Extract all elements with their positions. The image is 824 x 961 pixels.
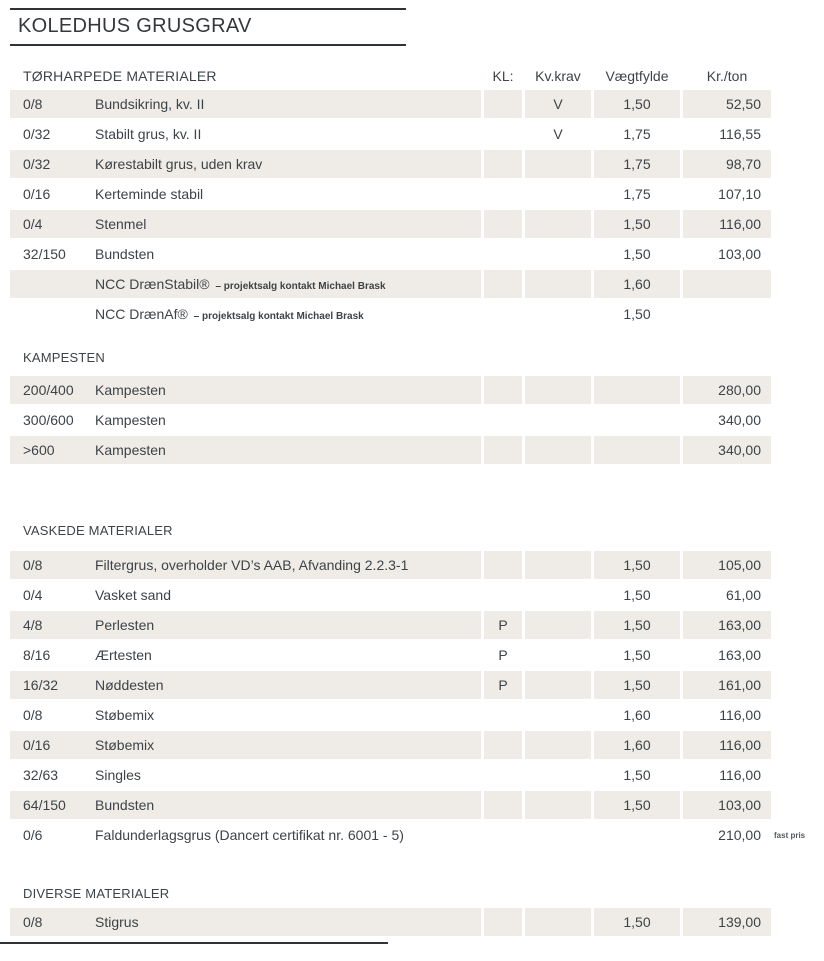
row-vaegtfylde-value: 1,75	[623, 126, 651, 142]
row-kvkrav-value: V	[525, 90, 591, 118]
row-vaegtfylde-value: 1,50	[623, 647, 651, 663]
row-kvkrav-value	[525, 300, 591, 328]
row-kl-value	[484, 731, 522, 759]
row-kvkrav-value	[525, 436, 591, 464]
row-price-value: 161,00	[683, 671, 771, 699]
row-material-name: Bundsten	[95, 797, 155, 813]
row-kvkrav-value	[525, 821, 591, 849]
row-kl-value	[484, 761, 522, 789]
row-kvkrav-value	[525, 641, 591, 669]
row-kvkrav-value	[525, 406, 591, 434]
row-material-name: Perlesten	[95, 617, 155, 633]
row-material-name: Bundsten	[95, 246, 155, 262]
row-vaegtfylde-value: 1,50	[623, 587, 651, 603]
row-material-cell	[10, 436, 481, 464]
row-kl-value	[484, 821, 522, 849]
table-column-header-row	[10, 62, 771, 90]
row-material-name: Vasket sand	[95, 587, 172, 603]
row-price-value: 52,50	[683, 90, 771, 118]
row-vaegtfylde-value: 1,50	[594, 671, 680, 699]
row-price-note: fast pris	[774, 831, 806, 840]
row-grain-size: 0/32	[23, 156, 51, 172]
row-kl-value	[484, 270, 522, 298]
section-kampesten	[10, 348, 771, 464]
row-kvkrav-value	[525, 671, 591, 699]
row-price-value: 116,00	[683, 731, 771, 759]
row-vaegtfylde-value: 1,60	[594, 270, 680, 298]
row-price-value: 116,00	[719, 767, 761, 783]
table-row	[10, 180, 771, 208]
row-kl-value: P	[484, 671, 522, 699]
row-price-value: 116,00	[683, 210, 771, 238]
table-row	[10, 210, 771, 238]
row-material-name: Filtergrus, overholder VD’s AAB, Afvanding 2.2.3-1	[95, 557, 409, 573]
price-list-page	[0, 8, 824, 961]
row-kvkrav-value	[525, 701, 591, 729]
row-vaegtfylde-value: 1,50	[623, 767, 651, 783]
row-material-name: Faldunderlagsgrus (Dancert certifikat nr. 6001 - 5)	[95, 827, 404, 843]
row-material-cell	[10, 731, 481, 759]
row-price-value: 105,00	[683, 551, 771, 579]
row-material-name: Stigrus	[95, 914, 139, 930]
row-material-cell	[10, 210, 481, 238]
row-grain-size: 300/600	[23, 412, 74, 428]
row-kvkrav-value	[525, 210, 591, 238]
row-vaegtfylde-value: 1,60	[623, 707, 651, 723]
row-kl-value	[484, 581, 522, 609]
table-row	[10, 436, 771, 464]
section-toerharpede	[10, 62, 771, 328]
row-material-name: Kørestabilt grus, uden krav	[95, 156, 263, 172]
column-header-kl: KL:	[492, 68, 514, 84]
row-material-cell	[10, 150, 481, 178]
table-row	[10, 551, 771, 579]
row-price-value	[683, 300, 771, 328]
row-material-name: Støbemix	[95, 737, 155, 753]
row-kl-value	[484, 150, 522, 178]
row-price-value: 340,00	[718, 412, 761, 428]
row-material-cell	[10, 90, 481, 118]
table-row	[10, 581, 771, 609]
row-material-cell	[10, 406, 481, 434]
row-grain-size: 4/8	[23, 617, 43, 633]
row-material-cell	[10, 180, 481, 208]
row-material-name: Kampesten	[95, 412, 166, 428]
row-kl-value	[484, 406, 522, 434]
row-vaegtfylde-value: 1,50	[594, 611, 680, 639]
row-price-value: 107,10	[718, 186, 761, 202]
row-price-value: 210,00	[718, 827, 761, 843]
section-rows	[10, 908, 771, 936]
section-heading: KAMPESTEN	[23, 350, 105, 365]
table-row	[10, 406, 771, 434]
row-kvkrav-value	[525, 150, 591, 178]
row-grain-size: 16/32	[23, 677, 59, 693]
row-kvkrav-value	[525, 376, 591, 404]
row-price-value: 163,00	[718, 647, 761, 663]
row-kvkrav-value	[525, 761, 591, 789]
row-material-cell	[10, 120, 481, 148]
row-kvkrav-value	[525, 731, 591, 759]
section-rows	[10, 551, 806, 849]
table-row	[10, 821, 806, 849]
row-material-cell	[10, 240, 481, 268]
table-row	[10, 150, 771, 178]
section-rows	[10, 376, 771, 464]
row-grain-size: 0/8	[23, 96, 43, 112]
row-kl-value	[484, 376, 522, 404]
table-row	[10, 908, 771, 936]
row-material-name: NCC DrænStabil®	[95, 276, 210, 292]
row-kl-value	[484, 908, 522, 936]
row-material-cell	[10, 641, 481, 669]
section-heading: DIVERSE MATERIALER	[23, 886, 170, 901]
table-row	[10, 611, 771, 639]
row-grain-size: 0/32	[23, 126, 51, 142]
table-row	[10, 641, 771, 669]
row-kl-value: P	[498, 647, 508, 663]
row-material-name: Kerteminde stabil	[95, 186, 204, 202]
row-vaegtfylde-value: 1,50	[594, 210, 680, 238]
row-kl-value	[484, 300, 522, 328]
row-kvkrav-value	[525, 791, 591, 819]
row-price-value: 103,00	[683, 791, 771, 819]
section-heading: VASKEDE MATERIALER	[23, 523, 173, 538]
row-kvkrav-value	[525, 581, 591, 609]
row-material-name: NCC DrænAf®	[95, 306, 188, 322]
row-vaegtfylde-value: 1,50	[594, 90, 680, 118]
row-material-cell	[10, 611, 481, 639]
row-material-cell	[10, 376, 481, 404]
table-row	[10, 731, 771, 759]
section-heading: TØRHARPEDE MATERIALER	[23, 68, 217, 84]
row-vaegtfylde-value: 1,50	[594, 908, 680, 936]
row-material-note: – projektsalg kontakt Michael Brask	[215, 281, 386, 292]
table-row	[10, 791, 771, 819]
row-grain-size: 0/8	[23, 707, 43, 723]
row-grain-size: 0/4	[23, 587, 43, 603]
row-grain-size: 0/16	[23, 186, 51, 202]
table-row	[10, 300, 771, 328]
row-kvkrav-value: V	[553, 126, 563, 142]
row-grain-size: 0/6	[23, 827, 43, 843]
row-material-name: Støbemix	[95, 707, 155, 723]
row-kvkrav-value	[525, 551, 591, 579]
row-kl-value: P	[484, 611, 522, 639]
row-kvkrav-value	[525, 180, 591, 208]
row-kl-value	[484, 210, 522, 238]
table-row	[10, 761, 771, 789]
row-price-value: 163,00	[683, 611, 771, 639]
section-diverse	[10, 884, 771, 936]
row-material-note: – projektsalg kontakt Michael Brask	[193, 311, 364, 322]
table-row	[10, 90, 771, 118]
section-rows	[10, 90, 771, 328]
row-kl-value	[484, 551, 522, 579]
row-kl-value	[484, 120, 522, 148]
row-material-cell	[10, 270, 481, 298]
row-vaegtfylde-value: 1,75	[623, 186, 651, 202]
row-kl-value	[484, 436, 522, 464]
page-title-block	[10, 8, 406, 46]
row-kl-value	[484, 240, 522, 268]
row-vaegtfylde-value	[594, 821, 680, 849]
row-kvkrav-value	[525, 270, 591, 298]
row-kvkrav-value	[525, 240, 591, 268]
row-grain-size: 64/150	[23, 797, 66, 813]
row-vaegtfylde-value: 1,50	[594, 791, 680, 819]
row-vaegtfylde-value	[594, 436, 680, 464]
next-page-rule-line	[0, 942, 388, 944]
row-price-value: 139,00	[683, 908, 771, 936]
row-material-cell	[10, 300, 481, 328]
row-kl-value	[484, 791, 522, 819]
row-grain-size: 32/150	[23, 246, 66, 262]
row-vaegtfylde-value: 1,50	[623, 306, 651, 322]
row-grain-size: 0/4	[23, 216, 43, 232]
row-material-cell	[10, 761, 481, 789]
row-price-value: 340,00	[683, 436, 771, 464]
row-material-cell	[10, 551, 481, 579]
price-table	[10, 62, 806, 936]
page-title: KOLEDHUS GRUSGRAV	[18, 15, 252, 37]
table-row	[10, 376, 771, 404]
table-row	[10, 120, 771, 148]
column-header-vaegtfylde: Vægtfylde	[605, 68, 669, 84]
row-grain-size: 0/16	[23, 737, 51, 753]
row-kl-value	[484, 701, 522, 729]
row-price-value	[683, 270, 771, 298]
row-material-name: Bundsikring, kv. II	[95, 96, 205, 112]
row-vaegtfylde-value	[594, 376, 680, 404]
row-material-cell	[10, 701, 481, 729]
row-price-value: 280,00	[683, 376, 771, 404]
row-material-name: Stabilt grus, kv. II	[95, 126, 202, 142]
row-price-value: 98,70	[683, 150, 771, 178]
row-grain-size: 200/400	[23, 382, 74, 398]
row-price-value: 61,00	[725, 587, 761, 603]
row-grain-size: 0/8	[23, 557, 43, 573]
row-grain-size: 0/8	[23, 914, 43, 930]
row-vaegtfylde-value: 1,50	[623, 246, 651, 262]
table-row	[10, 270, 771, 298]
row-price-value: 116,55	[719, 126, 761, 142]
row-material-cell	[10, 671, 481, 699]
row-material-cell	[10, 791, 481, 819]
column-header-krton: Kr./ton	[706, 68, 748, 84]
row-vaegtfylde-value	[594, 406, 680, 434]
column-header-kvkrav: Kv.krav	[535, 68, 581, 84]
row-material-cell	[10, 821, 481, 849]
row-vaegtfylde-value: 1,75	[594, 150, 680, 178]
row-grain-size: 32/63	[23, 767, 59, 783]
row-material-name: Singles	[95, 767, 141, 783]
row-material-name: Ærtesten	[95, 647, 152, 663]
row-grain-size: >600	[23, 442, 55, 458]
row-price-value: 103,00	[718, 246, 761, 262]
row-price-value: 116,00	[719, 707, 761, 723]
table-row	[10, 671, 771, 699]
row-kl-value	[484, 90, 522, 118]
table-row	[10, 701, 771, 729]
row-material-name: Nøddesten	[95, 677, 164, 693]
row-material-cell	[10, 908, 481, 936]
row-kl-value	[484, 180, 522, 208]
row-material-name: Kampesten	[95, 442, 166, 458]
row-vaegtfylde-value: 1,60	[594, 731, 680, 759]
row-grain-size: 8/16	[23, 647, 51, 663]
row-material-name: Stenmel	[95, 216, 147, 232]
row-kvkrav-value	[525, 908, 591, 936]
row-kvkrav-value	[525, 611, 591, 639]
table-row	[10, 240, 771, 268]
section-vaskede	[10, 521, 806, 849]
row-vaegtfylde-value: 1,50	[594, 551, 680, 579]
row-material-name: Kampesten	[95, 382, 166, 398]
row-material-cell	[10, 581, 481, 609]
